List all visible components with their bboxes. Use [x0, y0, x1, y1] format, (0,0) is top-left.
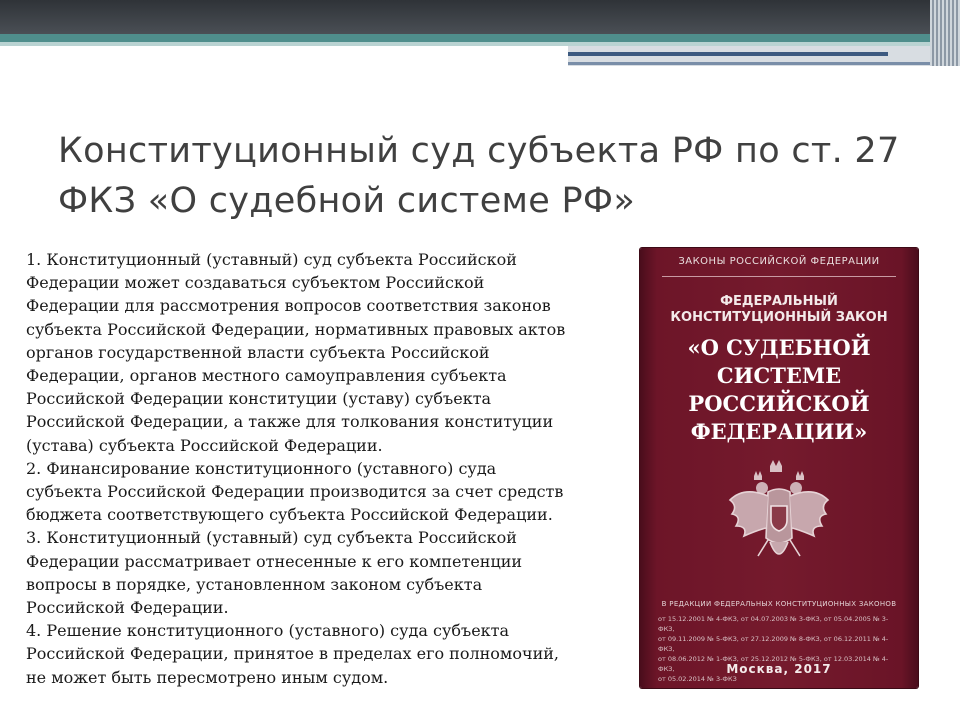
article-paragraph-1: 1. Конституционный (уставный) суд субъекта Российской Федерации может создаваться субъектом Российской Федерации для рассмотрения вопросов соответствия законов субъекта Российской Федерации, нормативных правовых актов органов государственной власти субъекта Российской Федерации, органов местного самоуправления субъекта Российской Федерации конституции (уставу) субъекта Российской Федерации, а также для толкования конституции (устава) субъекта Российской Федерации. [26, 250, 566, 455]
article-paragraph-4: 4. Решение конституционного (уставного) суда субъекта Российской Федерации, принятое в пределах его полномочий, не может быть пересмотрено иным судом. [26, 621, 559, 687]
slide-title: Конституционный суд субъекта РФ по ст. 27 ФКЗ «О судебной системе РФ» [58, 131, 900, 221]
header-band [0, 0, 960, 34]
book-divider [662, 276, 896, 277]
header-accent-line [568, 52, 888, 56]
book-title: «О СУДЕБНОЙ СИСТЕМЕ РОССИЙСКОЙ ФЕДЕРАЦИИ» [687, 335, 871, 444]
book-amendments: от 15.12.2001 № 4-ФКЗ, от 04.07.2003 № 3-ФКЗ, от 05.04.2005 № 3-ФКЗ, от 09.11.2009 № 5-ФКЗ, от 27.12.2009 № 8-ФКЗ, от 06.12.2011 № 4-ФКЗ, от 08.06.2012 № 1-ФКЗ, от 25.12.2012 № 5-ФКЗ, от 12.03.2014 № 4-ФКЗ, от 05.02.2014 № 3-ФКЗ [658, 615, 889, 683]
book-edition-note: В РЕДАКЦИИ ФЕДЕРАЛЬНЫХ КОНСТИТУЦИОННЫХ ЗАКОНОВ [661, 600, 897, 608]
book-law-type: ФЕДЕРАЛЬНЫЙ КОНСТИТУЦИОННЫЙ ЗАКОН [670, 294, 888, 325]
header-corner-lines [930, 0, 960, 66]
article-text [26, 248, 626, 689]
book-cover-image [640, 248, 918, 688]
coat-of-arms-icon [724, 456, 834, 584]
book-series: ЗАКОНЫ РОССИЙСКОЙ ФЕДЕРАЦИИ [678, 256, 880, 267]
header-teal-stripe [0, 34, 960, 42]
book-publication-place: Москва, 2017 [726, 662, 832, 676]
article-paragraph-3: 3. Конституционный (уставный) суд субъекта Российской Федерации рассматривает отнесенные к его компетенции вопросы в порядке, установленном законом субъекта Российской Федерации. [26, 528, 523, 618]
header-accent-line-thin [568, 62, 938, 65]
article-paragraph-2: 2. Финансирование конституционного (уставного) суда субъекта Российской Федерации производится за счет средств бюджета соответствующего субъекта Российской Федерации. [26, 458, 564, 525]
